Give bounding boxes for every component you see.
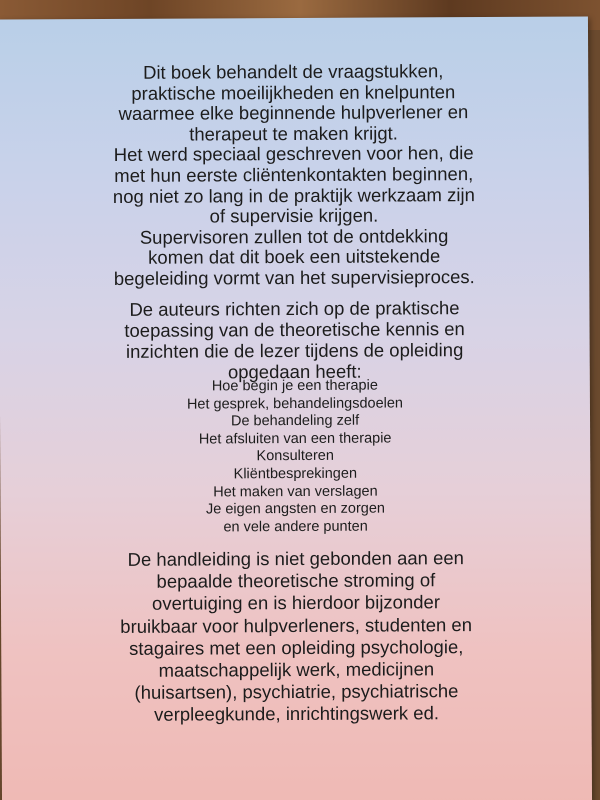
- authors-paragraph: [0, 296, 590, 383]
- text-line: inzichten die de lezer tijdens de opleiding: [125, 339, 464, 362]
- topic-item: Het maken van verslagen: [213, 483, 378, 500]
- text-line: verpleegkunde, inrichtingswerk ed.: [154, 702, 440, 726]
- text-line: opgedaan heeft:: [227, 360, 362, 383]
- topic-item: en vele andere punten: [223, 518, 368, 536]
- text-line: praktische moeilijkheden en knelpunten: [131, 80, 456, 104]
- topic-item: Kliëntbesprekingen: [233, 465, 358, 483]
- topics-list: [0, 376, 591, 537]
- text-line: Het werd speciaal geschreven voor hen, die: [113, 142, 474, 166]
- scope-paragraph: [1, 546, 592, 727]
- text-line: (huisartsen), psychiatrie, psychiatrische: [134, 680, 459, 704]
- text-line: De handleiding is niet gebonden aan een: [127, 547, 465, 570]
- text-line: bepaalde theoretische stroming of: [156, 569, 436, 592]
- text-line: therapeut te maken krijgt.: [189, 122, 398, 145]
- text-line: stagaires met een opleiding psychologie,: [129, 635, 464, 659]
- text-line: waarmee elke beginnende hulpverlener en: [118, 101, 469, 125]
- text-line: Dit boek behandelt de vraagstukken,: [143, 60, 444, 83]
- topic-item: Hoe begin je een therapie: [211, 377, 378, 395]
- topic-item: De behandeling zelf: [230, 412, 360, 430]
- text-line: Supervisoren zullen tot de ontdekking: [139, 224, 449, 248]
- text-line: overtuiging en is hierdoor bijzonder: [151, 591, 441, 615]
- topic-item: Het gesprek, behandelingsdoelen: [186, 395, 404, 413]
- text-line: of supervisie krijgen.: [209, 204, 379, 227]
- text-line: bruikbaar voor hulpverleners, studenten en: [120, 613, 473, 637]
- intro-paragraph: [0, 60, 589, 290]
- topic-item: Je eigen angsten en zorgen: [205, 500, 386, 518]
- topic-item: Het afsluiten van een therapie: [198, 430, 392, 448]
- text-line: De auteurs richten zich op de praktische: [129, 297, 460, 320]
- text-line: begeleiding vormt van het supervisieproces.: [113, 265, 475, 289]
- topic-item: Konsulteren: [256, 448, 334, 465]
- text-line: nog niet zo lang in de praktijk werkzaam zijn: [112, 183, 475, 207]
- text-line: met hun eerste cliëntenkontakten beginnen,: [114, 163, 474, 186]
- text-line: toepassing van de theoretische kennis en: [124, 318, 465, 341]
- text-line: komen dat dit boek een uitstekende: [148, 245, 441, 269]
- text-line: maatschappelijk werk, medicijnen: [158, 658, 435, 681]
- book-back-cover: [0, 16, 592, 800]
